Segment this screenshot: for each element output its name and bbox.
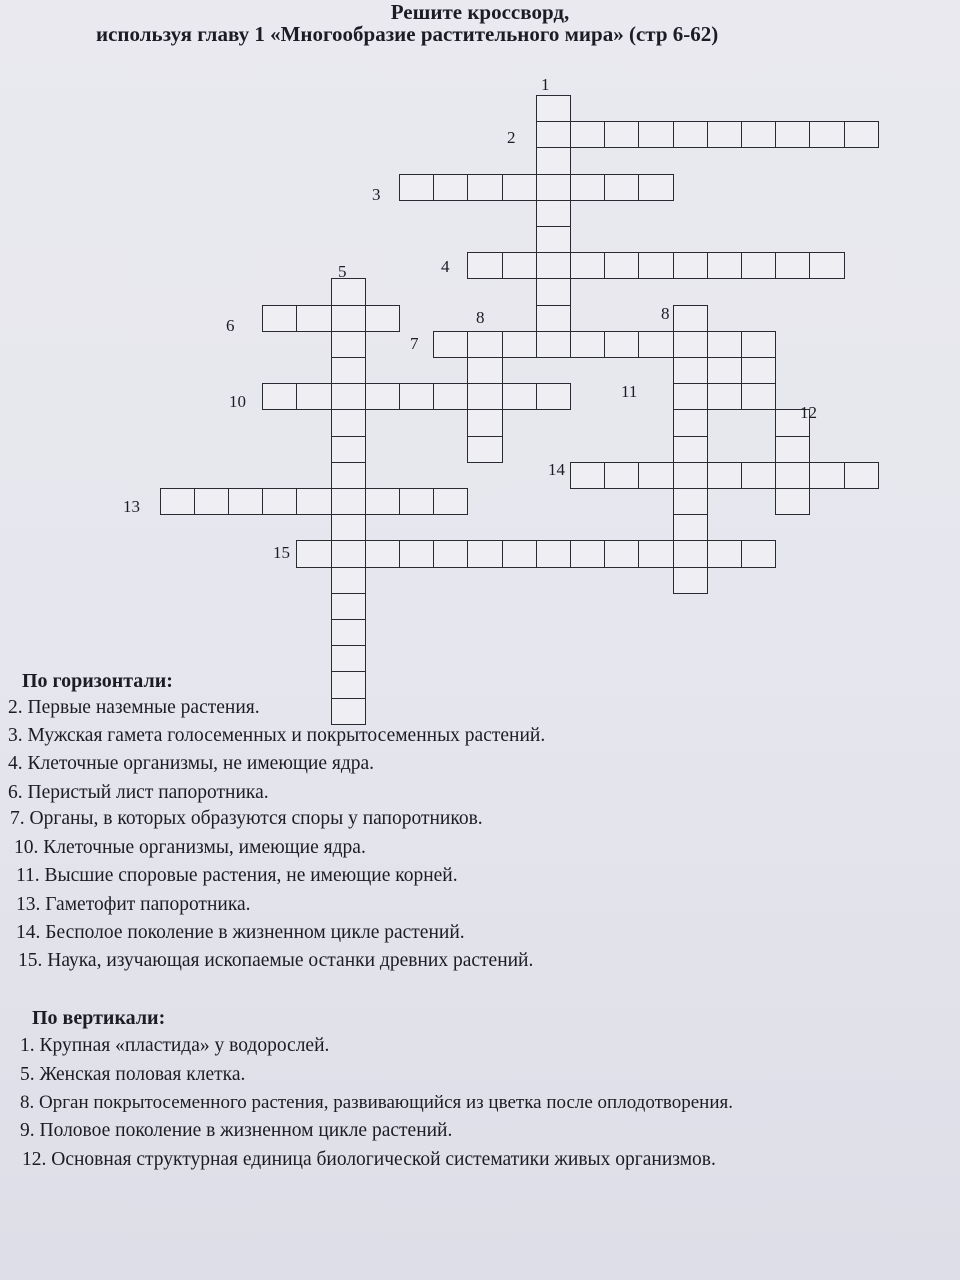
grid-cell[interactable] (673, 462, 708, 489)
grid-cell[interactable] (673, 514, 708, 541)
grid-cell[interactable] (741, 462, 776, 489)
across-clue-11: 11. Высшие споровые растения, не имеющие корней. (16, 865, 458, 886)
grid-cell[interactable] (536, 95, 571, 122)
grid-cell[interactable] (228, 488, 263, 515)
clue-number-8: 8 (476, 308, 485, 327)
grid-cell[interactable] (570, 540, 605, 567)
grid-cell[interactable] (536, 174, 571, 201)
across-clue-3: 3. Мужская гамета голосеменных и покрытосеменных растений. (8, 725, 546, 746)
grid-cell[interactable] (502, 383, 537, 410)
grid-cell[interactable] (570, 174, 605, 201)
grid-cell[interactable] (365, 305, 400, 332)
across-clue-14: 14. Бесполое поколение в жизненном цикле растений. (16, 922, 465, 943)
grid-cell[interactable] (604, 462, 639, 489)
grid-cell[interactable] (467, 357, 502, 384)
across-clue-13: 13. Гаметофит папоротника. (16, 894, 251, 915)
grid-cell[interactable] (331, 331, 366, 358)
down-clue-1: 1. Крупная «пластида» у водорослей. (20, 1035, 330, 1056)
grid-cell[interactable] (638, 331, 673, 358)
grid-cell[interactable] (673, 357, 708, 384)
grid-cell[interactable] (399, 174, 434, 201)
grid-cell[interactable] (467, 540, 502, 567)
grid-cell[interactable] (775, 436, 810, 463)
title-line-1: Решите кроссворд, (390, 0, 570, 24)
clue-number-15: 15 (273, 543, 290, 562)
clue-number-4: 4 (441, 257, 450, 276)
grid-cell[interactable] (673, 436, 708, 463)
grid-cell[interactable] (775, 252, 810, 279)
grid-cell[interactable] (638, 540, 673, 567)
grid-cell[interactable] (809, 462, 844, 489)
grid-cell[interactable] (433, 174, 468, 201)
clue-number-8: 8 (661, 304, 670, 323)
grid-cell[interactable] (741, 357, 776, 384)
grid-cell[interactable] (365, 383, 400, 410)
grid-cell[interactable] (638, 462, 673, 489)
grid-cell[interactable] (673, 567, 708, 594)
clue-number-13: 13 (123, 497, 140, 516)
grid-cell[interactable] (331, 278, 366, 305)
grid-cell[interactable] (467, 409, 502, 436)
grid-cell[interactable] (775, 488, 810, 515)
grid-cell[interactable] (809, 121, 844, 148)
grid-cell[interactable] (262, 383, 297, 410)
grid-cell[interactable] (502, 174, 537, 201)
across-clue-10: 10. Клеточные организмы, имеющие ядра. (14, 837, 366, 858)
grid-cell[interactable] (536, 540, 571, 567)
grid-cell[interactable] (331, 488, 366, 515)
grid-cell[interactable] (399, 383, 434, 410)
grid-cell[interactable] (536, 226, 571, 253)
grid-cell[interactable] (673, 121, 708, 148)
grid-cell[interactable] (194, 488, 229, 515)
grid-cell[interactable] (673, 383, 708, 410)
grid-cell[interactable] (433, 331, 468, 358)
grid-cell[interactable] (741, 121, 776, 148)
grid-cell[interactable] (673, 409, 708, 436)
grid-cell[interactable] (570, 121, 605, 148)
clue-number-14: 14 (548, 460, 565, 479)
down-clue-12: 12. Основная структурная единица биологической систематики живых организмов. (22, 1149, 716, 1170)
grid-cell[interactable] (536, 305, 571, 332)
grid-cell[interactable] (433, 383, 468, 410)
across-clue-4: 4. Клеточные организмы, не имеющие ядра. (8, 753, 375, 774)
grid-cell[interactable] (536, 252, 571, 279)
grid-cell[interactable] (673, 488, 708, 515)
clue-number-7: 7 (410, 334, 419, 353)
grid-cell[interactable] (570, 252, 605, 279)
grid-cell[interactable] (844, 462, 879, 489)
grid-cell[interactable] (604, 331, 639, 358)
across-clue-2: 2. Первые наземные растения. (8, 697, 260, 718)
grid-cell[interactable] (502, 252, 537, 279)
grid-cell[interactable] (467, 331, 502, 358)
grid-cell[interactable] (673, 540, 708, 567)
grid-cell[interactable] (604, 252, 639, 279)
grid-cell[interactable] (296, 305, 331, 332)
down-heading: По вертикали: (32, 1007, 166, 1029)
clue-number-5: 5 (338, 262, 347, 281)
title-line-2: используя главу 1 «Многообразие растительного мира» (стр 6-62) (96, 22, 719, 46)
grid-cell[interactable] (775, 121, 810, 148)
grid-cell[interactable] (809, 252, 844, 279)
across-heading: По горизонтали: (22, 670, 173, 692)
clue-number-6: 6 (226, 316, 235, 335)
grid-cell[interactable] (536, 331, 571, 358)
grid-cell[interactable] (502, 540, 537, 567)
grid-cell[interactable] (467, 383, 502, 410)
grid-cell[interactable] (638, 174, 673, 201)
grid-cell[interactable] (296, 383, 331, 410)
across-clue-7: 7. Органы, в которых образуются споры у папоротников. (10, 808, 483, 829)
clue-number-12: 12 (800, 403, 817, 422)
grid-cell[interactable] (604, 174, 639, 201)
grid-cell[interactable] (536, 200, 571, 227)
grid-cell[interactable] (638, 252, 673, 279)
grid-cell[interactable] (331, 645, 366, 672)
grid-cell[interactable] (262, 488, 297, 515)
down-clue-8: 8. Орган покрытосеменного растения, развивающийся из цветка после оплодотворения. (20, 1092, 733, 1113)
grid-cell[interactable] (331, 409, 366, 436)
grid-cell[interactable] (365, 540, 400, 567)
grid-cell[interactable] (331, 514, 366, 541)
across-clue-15: 15. Наука, изучающая ископаемые останки древних растений. (18, 950, 534, 971)
clue-number-1: 1 (541, 75, 550, 94)
grid-cell[interactable] (741, 383, 776, 410)
grid-cell[interactable] (331, 462, 366, 489)
grid-cell[interactable] (331, 357, 366, 384)
grid-cell[interactable] (707, 331, 742, 358)
down-clue-9: 9. Половое поколение в жизненном цикле растений. (20, 1120, 453, 1141)
grid-cell[interactable] (741, 540, 776, 567)
grid-cell[interactable] (844, 121, 879, 148)
grid-cell[interactable] (331, 540, 366, 567)
grid-cell[interactable] (707, 540, 742, 567)
grid-cell[interactable] (604, 540, 639, 567)
grid-cell[interactable] (365, 488, 400, 515)
grid-cell[interactable] (536, 278, 571, 305)
down-clue-5: 5. Женская половая клетка. (20, 1064, 246, 1085)
grid-cell[interactable] (399, 540, 434, 567)
grid-cell[interactable] (433, 488, 468, 515)
grid-cell[interactable] (331, 567, 366, 594)
grid-cell[interactable] (467, 174, 502, 201)
grid-cell[interactable] (570, 331, 605, 358)
grid-cell[interactable] (707, 252, 742, 279)
grid-cell[interactable] (707, 121, 742, 148)
grid-cell[interactable] (399, 488, 434, 515)
clue-number-10: 10 (229, 392, 246, 411)
grid-cell[interactable] (536, 121, 571, 148)
grid-cell[interactable] (331, 383, 366, 410)
grid-cell[interactable] (673, 252, 708, 279)
grid-cell[interactable] (331, 671, 366, 698)
grid-cell[interactable] (296, 488, 331, 515)
grid-cell[interactable] (638, 121, 673, 148)
grid-cell[interactable] (331, 436, 366, 463)
grid-cell[interactable] (331, 593, 366, 620)
grid-cell[interactable] (741, 331, 776, 358)
clue-number-2: 2 (507, 128, 516, 147)
grid-cell[interactable] (467, 252, 502, 279)
grid-cell[interactable] (673, 331, 708, 358)
grid-cell[interactable] (296, 540, 331, 567)
grid-cell[interactable] (707, 357, 742, 384)
grid-cell[interactable] (262, 305, 297, 332)
clue-number-11: 11 (621, 382, 638, 401)
grid-cell[interactable] (570, 462, 605, 489)
grid-cell[interactable] (707, 383, 742, 410)
grid-cell[interactable] (536, 147, 571, 174)
clue-number-3: 3 (372, 185, 381, 204)
grid-cell[interactable] (433, 540, 468, 567)
grid-cell[interactable] (331, 619, 366, 646)
grid-cell[interactable] (331, 305, 366, 332)
grid-cell[interactable] (502, 331, 537, 358)
grid-cell[interactable] (536, 383, 571, 410)
grid-cell[interactable] (604, 121, 639, 148)
grid-cell[interactable] (160, 488, 195, 515)
grid-cell[interactable] (331, 698, 366, 725)
across-clue-6: 6. Перистый лист папоротника. (8, 782, 269, 803)
grid-cell[interactable] (707, 462, 742, 489)
grid-cell[interactable] (467, 436, 502, 463)
grid-cell[interactable] (775, 462, 810, 489)
grid-cell[interactable] (741, 252, 776, 279)
grid-cell[interactable] (673, 305, 708, 332)
